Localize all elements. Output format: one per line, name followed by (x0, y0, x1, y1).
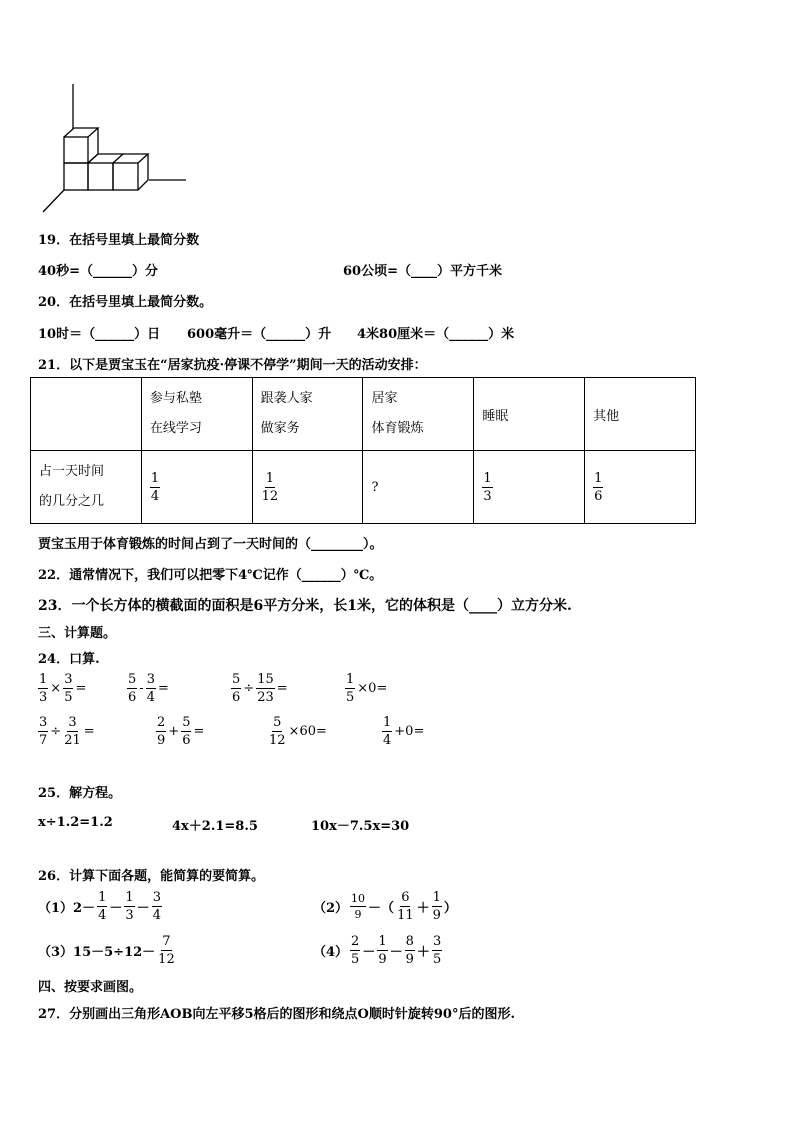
table-value-cell (252, 451, 363, 524)
table-value-cell (585, 451, 696, 524)
q27-text: 27．分别画出三角形AOB向左平移5格后的图形和绕点O顺时针旋转90°后的图形. (38, 1007, 515, 1022)
q26-title: 26．计算下面各题，能简算的要简算。 (38, 869, 265, 884)
section-three-heading: 三、计算题。 (38, 626, 117, 641)
equation-2: 4x＋2.1=8.5 (172, 819, 258, 834)
table-value-cell (363, 451, 474, 524)
q20-item-a: 10时＝（______）日 (38, 327, 161, 342)
q21-question: 贾宝玉用于体育锻炼的时间占到了一天时间的（________）。 (38, 537, 383, 552)
row-label-line: 的几分之几 (39, 494, 105, 509)
header-line: 其他 (593, 408, 620, 424)
section-four-heading: 四、按要求画图。 (38, 980, 143, 995)
cube-figure (38, 82, 190, 214)
q22-text: 22．通常情况下，我们可以把零下4℃记作（______）℃。 (38, 568, 383, 583)
q21-title: 21．以下是贾宝玉在“居家抗疫·停课不停学”期间一天的活动安排： (38, 358, 427, 373)
q23-text: 23．一个长方体的横截面的面积是6平方分米，长1米，它的体积是（____）立方分米. (38, 598, 572, 614)
oral-calc-item: $\frac{1}{3}$ × $\frac{3}{5}$ = (39, 672, 87, 705)
table-header-cell (363, 378, 474, 451)
q25-title: 25．解方程。 (38, 786, 122, 801)
oral-calc-item: $\frac{3}{7}$ ÷ $\frac{3}{21}$ = (39, 715, 95, 748)
table-header-cell (474, 378, 585, 451)
q20-item-b: 600毫升＝（______）升 (187, 327, 332, 342)
table-row-label (31, 451, 142, 524)
header-line: 做家务 (260, 421, 300, 436)
oral-calc-item: $\frac{5}{6}$ - $\frac{3}{4}$ = (128, 672, 169, 705)
header-line: 在线学习 (149, 421, 202, 436)
q19-title: 19．在括号里填上最简分数 (38, 233, 200, 248)
unknown-mark: ? (371, 479, 379, 495)
q19-item-b: 60公顷=（____）平方千米 (343, 264, 502, 279)
header-line: 居家 (371, 391, 398, 406)
row-label-line: 占一天时间 (39, 464, 105, 479)
header-line: 体育锻炼 (371, 421, 424, 436)
table-header-cell (585, 378, 696, 451)
q19-item-a: 40秒=（______）分 (38, 264, 158, 279)
equation-1: x÷1.2=1.2 (38, 815, 113, 830)
table-header-cell (252, 378, 363, 451)
header-line: 跟袭人家 (260, 391, 313, 406)
q24-title: 24．口算. (38, 652, 100, 667)
activity-table (30, 377, 696, 524)
fraction: $\frac{1}{12}$ (261, 470, 279, 504)
q20-item-c: 4米80厘米＝（______）米 (357, 327, 515, 342)
q26-problem-4: （4） $\frac{2}{5}$ － $\frac{1}{9}$ － $\frac{8}{9}$ ＋ $\frac{3}{5}$ (313, 934, 442, 967)
fraction: $\frac{1}{4}$ (150, 470, 160, 504)
header-line: 参与私塾 (149, 391, 202, 406)
equation-3: 10x－7.5x=30 (311, 819, 410, 834)
oral-calc-item: $\frac{1}{4}$ +0= (383, 715, 425, 748)
oral-calc-item: $\frac{5}{12}$ ×60= (269, 715, 327, 748)
table-corner-cell (31, 378, 142, 451)
q26-problem-3: （3）15－5÷12－ $\frac{7}{12}$ (38, 934, 175, 967)
oral-calc-item: $\frac{5}{6}$ ÷ $\frac{15}{23}$ = (232, 672, 288, 705)
q20-title: 20．在括号里填上最简分数。 (38, 295, 213, 310)
oral-calc-item: $\frac{2}{9}$ + $\frac{5}{6}$ = (157, 715, 205, 748)
q26-problem-1: （1）2－ $\frac{1}{4}$ － $\frac{1}{3}$ － $\frac{3}{4}$ (38, 890, 161, 923)
q26-problem-2: （2） $\frac{10}{9}$ －（ $\frac{6}{11}$ ＋ $\frac{1}{9}$ ） (313, 890, 457, 923)
header-line: 睡眠 (482, 408, 509, 424)
fraction: $\frac{1}{6}$ (594, 470, 603, 504)
fraction: $\frac{1}{3}$ (483, 470, 492, 504)
table-header-cell (141, 378, 252, 451)
oral-calc-item: $\frac{1}{5}$ ×0= (346, 672, 388, 705)
table-value-cell (141, 451, 252, 524)
table-value-cell (474, 451, 585, 524)
